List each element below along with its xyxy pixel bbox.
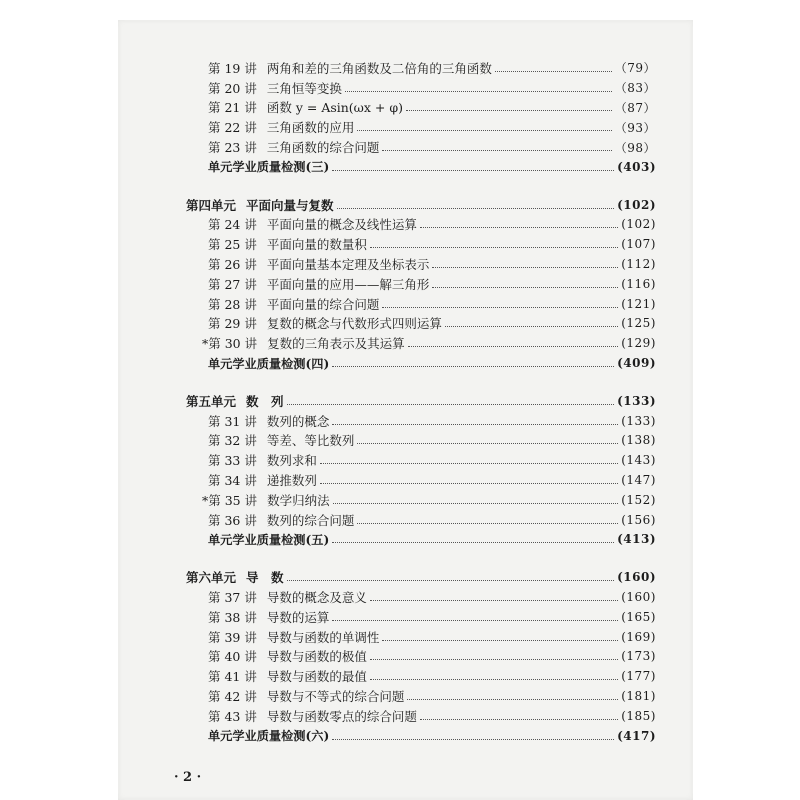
dot-leader xyxy=(432,266,618,268)
entry-title: 三角函数的综合问题 xyxy=(266,140,380,156)
lecture-number: 第 43 讲 xyxy=(208,708,257,724)
entry-title: 导数的概念及意义 xyxy=(266,590,367,606)
dot-leader xyxy=(420,718,618,720)
lecture-row[interactable] xyxy=(186,470,656,490)
entry-title: 平面向量基本定理及坐标表示 xyxy=(266,257,430,273)
lecture-row[interactable] xyxy=(186,137,656,157)
entry-title: 单元学业质量检测(五) xyxy=(208,532,330,547)
lecture-number: 第 25 讲 xyxy=(208,237,257,253)
unit-title: 数 列 xyxy=(246,393,284,409)
entry-title: 函数 y = Asin(ωx + φ) xyxy=(266,100,403,116)
lecture-number: 第 26 讲 xyxy=(208,257,257,273)
lecture-row[interactable] xyxy=(186,314,656,334)
lecture-number: 第 38 讲 xyxy=(208,609,257,625)
lecture-number: 第 20 讲 xyxy=(208,80,257,96)
entry-page-number: (413) xyxy=(617,532,656,547)
entry-title: 复数的三角表示及其运算 xyxy=(267,336,405,352)
lecture-number: 第 37 讲 xyxy=(208,590,257,606)
lecture-number: 第 29 讲 xyxy=(208,316,257,332)
lecture-row[interactable] xyxy=(186,254,656,274)
entry-title: 导数的运算 xyxy=(266,609,330,625)
section-spacer xyxy=(186,549,656,567)
entry-page-number: (121) xyxy=(621,296,656,311)
dot-leader xyxy=(370,678,618,680)
entry-page-number: (152) xyxy=(621,492,656,507)
dot-leader xyxy=(357,129,611,131)
lecture-row[interactable] xyxy=(186,215,656,235)
entry-page-number: （98） xyxy=(614,140,656,155)
entry-page-number: (147) xyxy=(621,473,656,488)
dot-leader xyxy=(357,522,618,524)
dot-leader xyxy=(370,599,618,601)
lecture-number: 第 41 讲 xyxy=(208,669,257,685)
unit-title: 平面向量与复数 xyxy=(246,197,334,213)
entry-title: 导数与函数零点的综合问题 xyxy=(266,708,417,724)
entry-title: 平面向量的综合问题 xyxy=(266,296,380,312)
entry-page-number: (112) xyxy=(621,257,656,272)
dot-leader xyxy=(337,207,615,209)
dot-leader xyxy=(357,442,618,444)
dot-leader xyxy=(287,579,615,581)
unit-page-number: (102) xyxy=(617,197,656,212)
dot-leader xyxy=(320,482,618,484)
unit-heading-row[interactable] xyxy=(186,195,656,215)
entry-title: 数学归纳法 xyxy=(267,492,330,508)
lecture-row[interactable] xyxy=(186,431,656,451)
entry-page-number: (185) xyxy=(621,708,656,723)
dot-leader xyxy=(370,658,618,660)
entry-title: 数列的综合问题 xyxy=(266,512,355,528)
lecture-row[interactable] xyxy=(186,607,656,627)
unit-heading-row[interactable] xyxy=(186,391,656,411)
lecture-number: 第 21 讲 xyxy=(208,100,257,116)
dot-leader xyxy=(345,90,612,92)
lecture-number: 第 22 讲 xyxy=(208,120,257,136)
entry-page-number: （83） xyxy=(614,81,656,96)
dot-leader xyxy=(408,345,619,347)
entry-title: 单元学业质量检测(六) xyxy=(208,729,330,744)
lecture-number: 第 40 讲 xyxy=(208,649,257,665)
page-number-footer: · 2 · xyxy=(174,770,202,785)
unit-page-number: (133) xyxy=(617,393,656,408)
lecture-row[interactable] xyxy=(186,587,656,607)
entry-title: 导数与函数的单调性 xyxy=(266,629,380,645)
unit-title: 导 数 xyxy=(246,570,284,586)
lecture-number: 第 36 讲 xyxy=(208,512,257,528)
entry-page-number: (181) xyxy=(621,689,656,703)
entry-title: 数列求和 xyxy=(266,453,317,469)
entry-page-number: (138) xyxy=(621,433,656,448)
optional-lecture-row[interactable] xyxy=(186,333,656,353)
entry-title: 平面向量的数量积 xyxy=(266,237,367,253)
entry-page-number: (116) xyxy=(621,276,656,291)
dot-leader xyxy=(407,698,618,700)
entry-page-number: （93） xyxy=(614,120,656,135)
dot-leader xyxy=(382,639,618,641)
unit-heading-row[interactable] xyxy=(186,567,656,587)
entry-page-number: （87） xyxy=(614,100,656,115)
entry-title: 导数与函数的极值 xyxy=(266,649,367,665)
entry-page-number: (177) xyxy=(621,669,656,684)
lecture-row[interactable] xyxy=(186,58,656,78)
entry-title: 单元学业质量检测(三) xyxy=(208,160,330,175)
entry-title: 平面向量的概念及线性运算 xyxy=(266,217,417,233)
lecture-row[interactable] xyxy=(186,98,656,118)
lecture-row[interactable] xyxy=(186,411,656,431)
entry-title: 数列的概念 xyxy=(266,413,330,429)
entry-page-number: (125) xyxy=(621,316,656,331)
lecture-row[interactable] xyxy=(186,78,656,98)
dot-leader xyxy=(320,462,618,464)
entry-page-number: (409) xyxy=(617,356,656,371)
entry-title: 导数与不等式的综合问题 xyxy=(266,689,405,704)
unit-number: 第六单元 xyxy=(186,570,237,586)
lecture-row[interactable] xyxy=(186,627,656,647)
entry-title: 等差、等比数列 xyxy=(266,433,355,449)
unit-quality-test-row[interactable] xyxy=(186,353,656,373)
entry-title: 导数与函数的最值 xyxy=(266,669,367,685)
entry-page-number: (173) xyxy=(621,649,656,664)
dot-leader xyxy=(332,738,614,740)
section-spacer xyxy=(186,177,656,195)
entry-page-number: (143) xyxy=(621,453,656,468)
lecture-number: 第 19 讲 xyxy=(208,60,257,76)
lecture-row[interactable] xyxy=(186,450,656,470)
entry-page-number: (156) xyxy=(621,512,656,527)
lecture-number: 第 33 讲 xyxy=(208,453,257,469)
entry-title: 两角和差的三角函数及二倍角的三角函数 xyxy=(266,60,492,76)
unit-quality-test-row[interactable] xyxy=(186,726,656,746)
dot-leader xyxy=(406,109,612,111)
entry-title: 平面向量的应用——解三角形 xyxy=(266,276,430,292)
lecture-row[interactable] xyxy=(186,117,656,137)
entry-page-number: (403) xyxy=(617,159,656,174)
lecture-row[interactable] xyxy=(186,666,656,686)
lecture-number: 第 27 讲 xyxy=(208,276,257,292)
dot-leader xyxy=(370,246,618,248)
entry-page-number: (160) xyxy=(621,590,656,605)
unit-number: 第四单元 xyxy=(186,197,237,213)
lecture-row[interactable] xyxy=(186,510,656,530)
lecture-number: 第 42 讲 xyxy=(208,689,257,704)
entry-page-number: （79） xyxy=(614,61,656,76)
lecture-number: 第 32 讲 xyxy=(208,433,257,449)
dot-leader xyxy=(332,541,614,543)
lecture-number: *第 35 讲 xyxy=(202,492,258,508)
unit-page-number: (160) xyxy=(617,570,656,585)
table-of-contents xyxy=(186,58,656,746)
dot-leader xyxy=(333,502,619,504)
entry-title: 递推数列 xyxy=(266,473,317,489)
dot-leader xyxy=(420,226,618,228)
section-spacer xyxy=(186,373,656,391)
lecture-row[interactable] xyxy=(186,294,656,314)
entry-page-number: (165) xyxy=(621,609,656,624)
lecture-row[interactable] xyxy=(186,706,656,726)
entry-title: 单元学业质量检测(四) xyxy=(208,356,330,371)
lecture-number: 第 24 讲 xyxy=(208,217,257,233)
entry-title: 三角恒等变换 xyxy=(266,80,342,96)
dot-leader xyxy=(382,306,618,308)
entry-page-number: (102) xyxy=(621,217,656,232)
lecture-number: 第 23 讲 xyxy=(208,140,257,156)
unit-quality-test-row[interactable] xyxy=(186,530,656,550)
lecture-row[interactable] xyxy=(186,234,656,254)
entry-page-number: (133) xyxy=(621,413,656,428)
entry-page-number: (129) xyxy=(621,336,656,351)
dot-leader xyxy=(287,403,615,405)
entry-title: 三角函数的应用 xyxy=(266,120,355,136)
optional-lecture-row[interactable] xyxy=(186,490,656,510)
dot-leader xyxy=(332,619,618,621)
entry-page-number: (417) xyxy=(617,728,656,743)
dot-leader xyxy=(445,325,618,327)
lecture-number: *第 30 讲 xyxy=(202,336,258,352)
entry-title: 复数的概念与代数形式四则运算 xyxy=(266,316,442,332)
unit-number: 第五单元 xyxy=(186,393,237,409)
entry-page-number: (169) xyxy=(621,629,656,644)
entry-page-number: (107) xyxy=(621,237,656,252)
lecture-row[interactable] xyxy=(186,647,656,667)
lecture-row[interactable] xyxy=(186,274,656,294)
lecture-number: 第 31 讲 xyxy=(208,413,257,429)
lecture-row[interactable] xyxy=(186,686,656,706)
dot-leader xyxy=(382,149,611,151)
lecture-number: 第 28 讲 xyxy=(208,296,257,312)
unit-quality-test-row[interactable] xyxy=(186,157,656,177)
dot-leader xyxy=(332,365,614,367)
lecture-number: 第 34 讲 xyxy=(208,473,257,489)
dot-leader xyxy=(332,169,614,171)
dot-leader xyxy=(495,70,612,72)
lecture-number: 第 39 讲 xyxy=(208,629,257,645)
dot-leader xyxy=(332,423,618,425)
dot-leader xyxy=(432,286,618,288)
